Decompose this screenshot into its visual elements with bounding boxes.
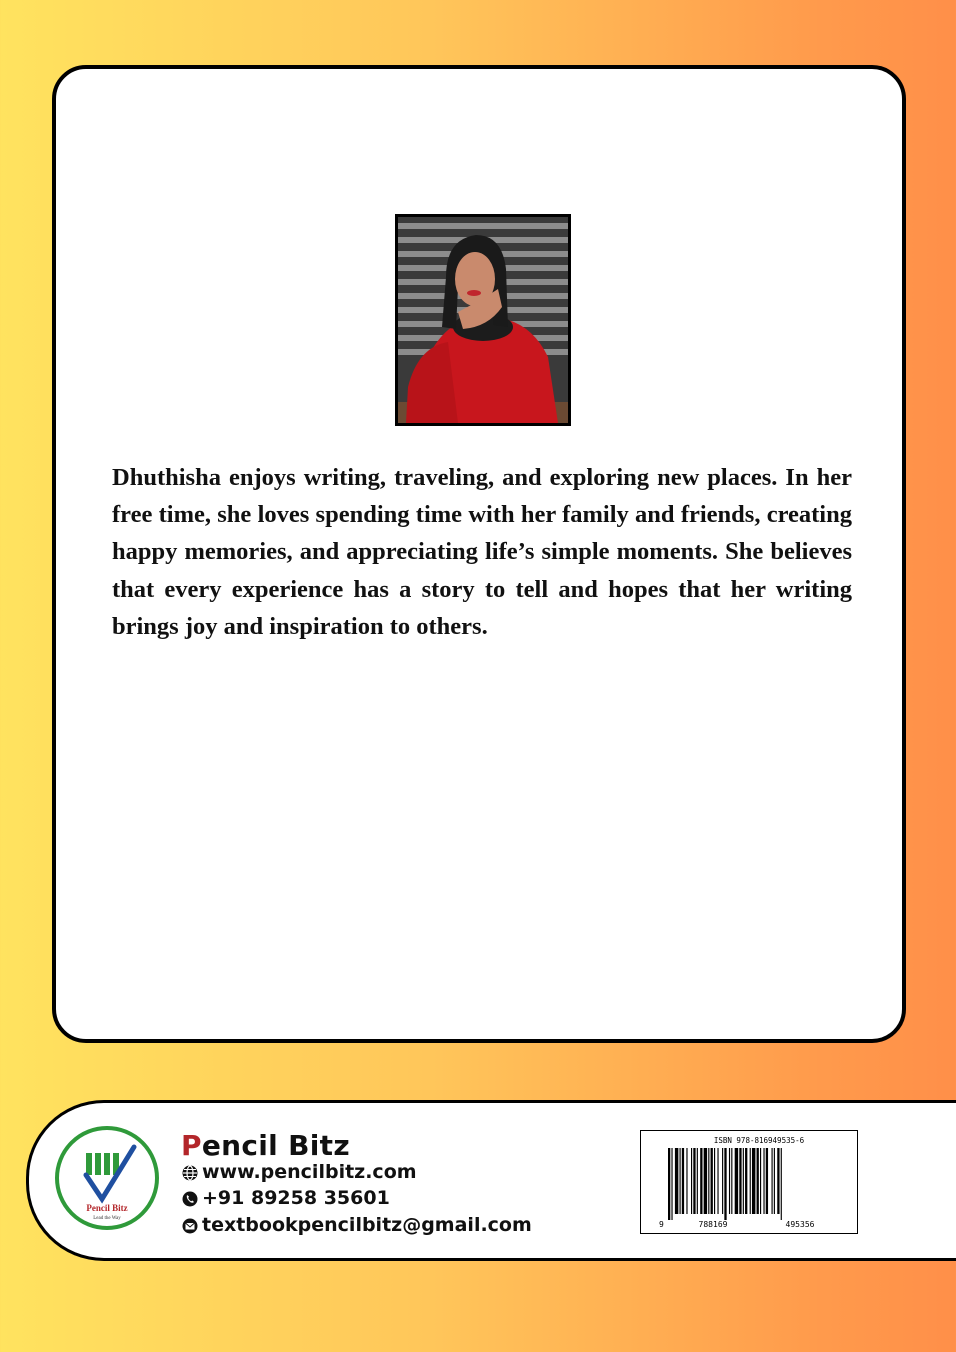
barcode-lead-digit: 9 — [659, 1220, 664, 1229]
barcode-right-digits: 495356 — [785, 1220, 815, 1229]
isbn-barcode — [640, 1130, 858, 1234]
email-text: textbookpencilbitz@gmail.com — [202, 1214, 532, 1236]
svg-text:Pencil Bitz: Pencil Bitz — [86, 1203, 128, 1213]
phone-icon — [181, 1189, 199, 1207]
svg-text:Lead the Way: Lead the Way — [93, 1216, 121, 1221]
author-photo — [395, 214, 571, 426]
publisher-logo — [54, 1125, 160, 1231]
isbn-label: ISBN 978-816949535-6 — [713, 1136, 805, 1145]
phone-text: +91 89258 35601 — [202, 1187, 390, 1209]
website-text: www.pencilbitz.com — [202, 1161, 417, 1183]
website-link[interactable] — [181, 1161, 417, 1183]
barcode-left-digits: 788169 — [698, 1220, 728, 1229]
author-card — [52, 65, 906, 1043]
phone-link[interactable] — [181, 1187, 390, 1209]
globe-icon — [181, 1163, 199, 1181]
publisher-footer — [26, 1100, 956, 1261]
author-bio: Dhuthisha enjoys writing, traveling, and exploring new places. In her free time, she loves spending time with her family and friends, creating happy memories, and appreciating life’s simple moments. She believes that every experience has a story to tell and hopes that her writing brings joy and inspiration to others. — [112, 464, 852, 640]
email-link[interactable] — [181, 1214, 532, 1236]
publisher-name: Pencil Bitz — [181, 1129, 350, 1162]
mail-icon — [181, 1216, 199, 1234]
